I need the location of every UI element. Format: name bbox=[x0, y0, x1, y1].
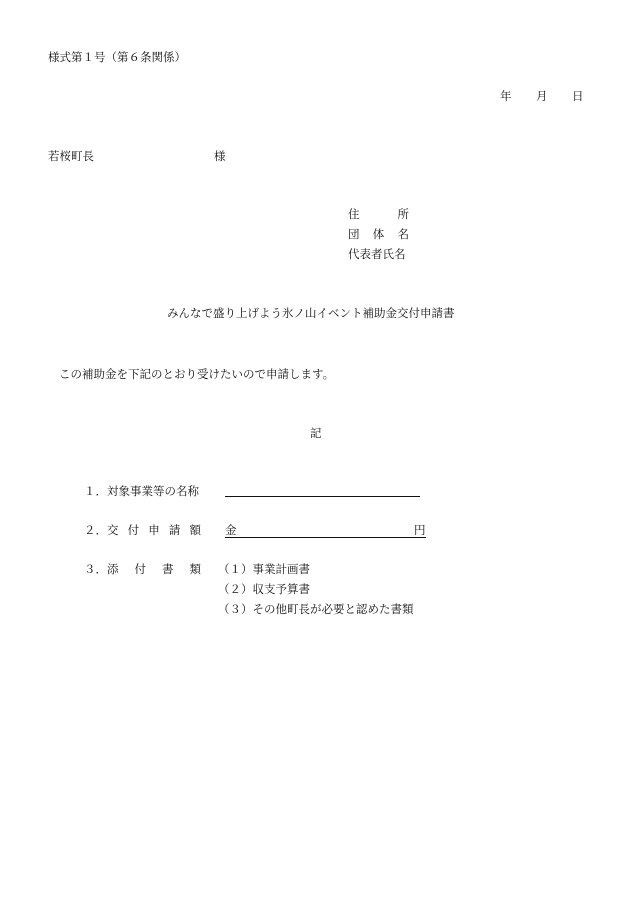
group-name-label bbox=[348, 227, 409, 241]
item-2-number: ２． bbox=[84, 523, 107, 537]
item-3-char-1: 添 bbox=[107, 562, 119, 576]
date-month: 月 bbox=[536, 89, 548, 103]
date-day: 日 bbox=[572, 89, 584, 103]
attachment-item: （３）その他町長が必要と認めた書類 bbox=[218, 602, 414, 616]
addressee-name: 若桜町長 bbox=[48, 149, 94, 163]
item-3-char-4: 類 bbox=[189, 562, 201, 576]
ki-heading: 記 bbox=[310, 426, 322, 440]
item-3-label bbox=[107, 562, 201, 576]
item-2-char-3: 申 bbox=[148, 523, 160, 537]
item-1-label: 対象事業等の名称 bbox=[107, 484, 199, 498]
item-3-number: ３． bbox=[84, 562, 107, 576]
date-year: 年 bbox=[500, 89, 512, 103]
item-2-char-1: 交 bbox=[107, 523, 119, 537]
item-1-number: １． bbox=[84, 484, 107, 498]
amount-prefix: 金 bbox=[225, 523, 237, 537]
item-2-char-5: 額 bbox=[189, 523, 201, 537]
amount-underline bbox=[225, 537, 426, 538]
address-label bbox=[348, 207, 409, 221]
item-1-underline bbox=[225, 496, 420, 497]
attachment-item: （１）事業計画書 bbox=[218, 562, 310, 576]
item-3-char-2: 付 bbox=[134, 562, 146, 576]
addressee-honorific: 様 bbox=[214, 149, 226, 163]
amount-suffix: 円 bbox=[414, 523, 426, 537]
item-2-char-2: 付 bbox=[127, 523, 140, 537]
group-label-char-1: 団 bbox=[348, 227, 360, 241]
document-title: みんなで盛り上げよう氷ノ山イベント補助金交付申請書 bbox=[167, 306, 455, 320]
representative-label: 代表者氏名 bbox=[348, 247, 406, 261]
item-3-char-3: 書 bbox=[162, 562, 174, 576]
attachment-item: （２）収支予算書 bbox=[218, 582, 310, 596]
item-2-label bbox=[107, 523, 201, 537]
form-number: 様式第１号（第６条関係） bbox=[48, 50, 186, 64]
address-label-char-1: 住 bbox=[348, 207, 360, 221]
group-label-char-2: 体 bbox=[372, 227, 385, 241]
body-text: この補助金を下記のとおり受けたいので申請します。 bbox=[59, 367, 335, 381]
address-label-char-2: 所 bbox=[397, 207, 409, 221]
group-label-char-3: 名 bbox=[397, 227, 409, 241]
item-2-char-4: 請 bbox=[168, 523, 181, 537]
